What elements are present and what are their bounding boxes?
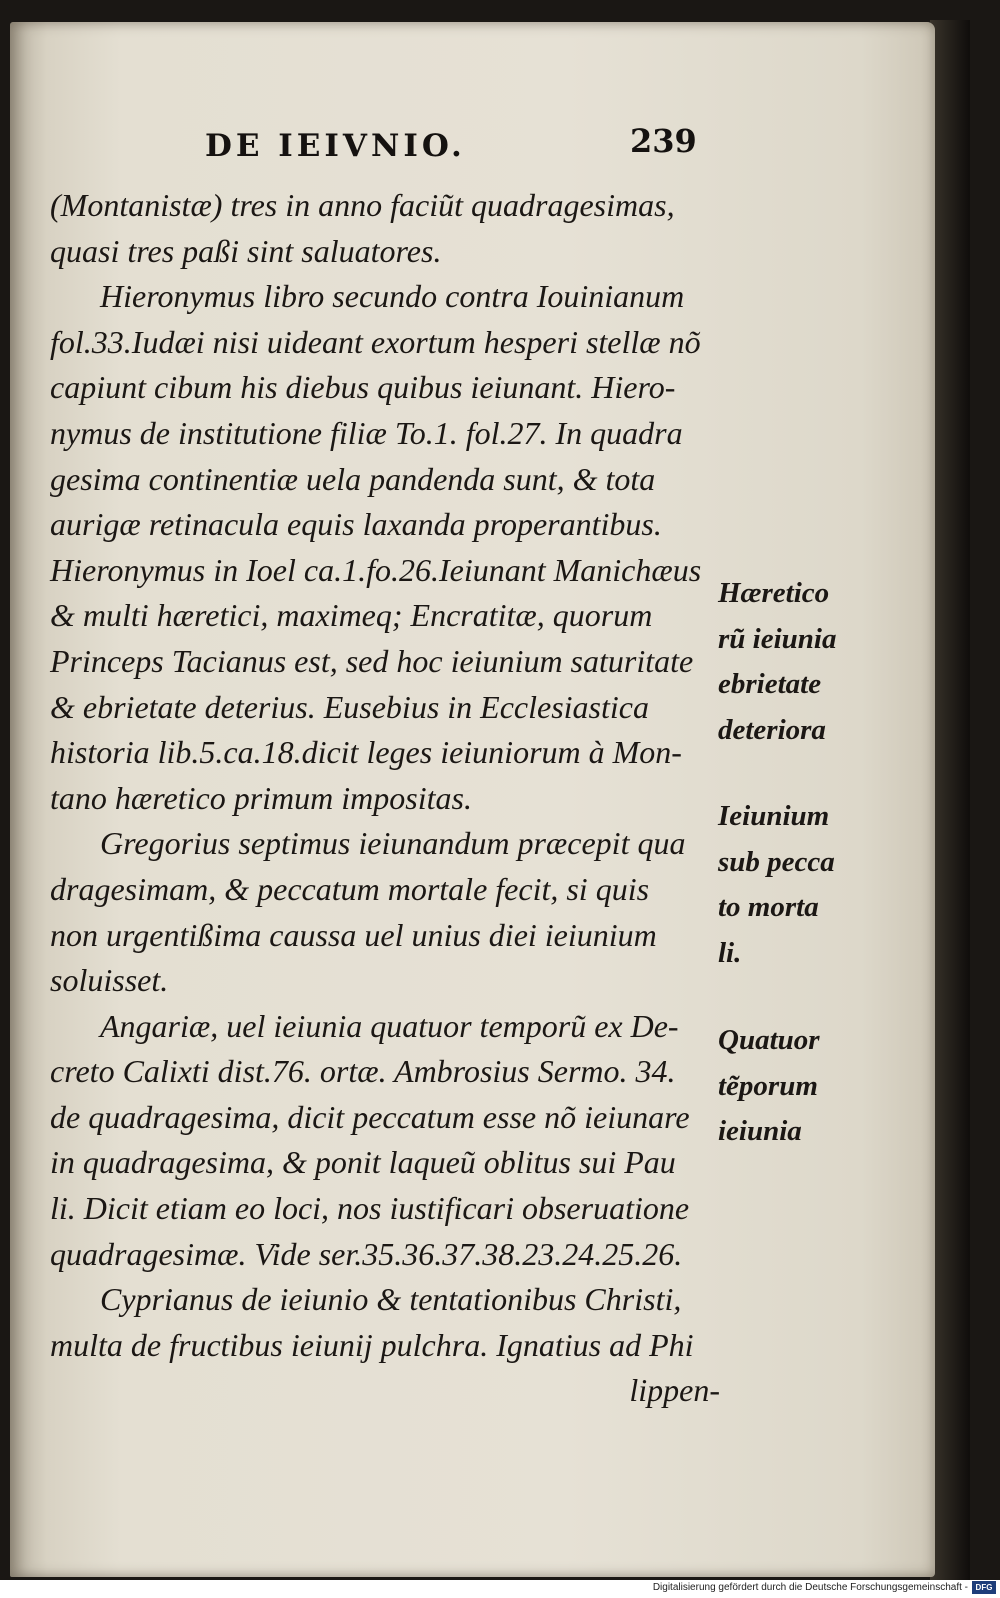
margin-note-ember-days xyxy=(718,1018,820,1155)
page-number: 239 xyxy=(630,122,697,160)
text-line: nymus de institutione filiæ To.1. fol.27. In quadra xyxy=(50,414,683,451)
text-line: Cyprianus de ieiunio & tentationibus Christi, xyxy=(100,1281,682,1318)
text-line: gesima continentiæ uela pandenda sunt, & tota xyxy=(50,460,656,497)
margin-note-line: sub pecca xyxy=(718,845,835,878)
text-line: aurigæ retinacula equis laxanda properantibus. xyxy=(50,506,662,543)
text-line: creto Calixti dist.76. ortæ. Ambrosius Sermo. 34. xyxy=(50,1053,676,1090)
text-line: lippen- xyxy=(629,1372,720,1409)
text-line: soluisset. xyxy=(50,962,169,999)
text-line: dragesimam, & peccatum mortale fecit, si quis xyxy=(50,870,650,907)
text-line: & ebrietate deterius. Eusebius in Ecclesiastica xyxy=(50,688,649,725)
margin-note-line: ebrietate xyxy=(718,668,822,701)
margin-note-line: li. xyxy=(718,936,742,969)
page-edge-shadow xyxy=(930,20,970,1580)
text-line: capiunt cibum his diebus quibus ieiunant. Hiero- xyxy=(50,369,676,406)
margin-note-line: Ieiunium xyxy=(718,800,830,832)
text-line: Princeps Tacianus est, sed hoc ieiunium saturitate xyxy=(50,642,694,679)
text-line: Hieronymus in Ioel ca.1.fo.26.Ieiunant Manichæus xyxy=(50,551,702,588)
text-line: non urgentißima caussa uel unius diei ieiunium xyxy=(50,916,657,953)
text-line: Angariæ, uel ieiunia quatuor temporũ ex De- xyxy=(100,1007,679,1044)
margin-note-line: deteriora xyxy=(718,713,826,746)
margin-note-line: Quatuor xyxy=(718,1024,820,1056)
margin-note-line: ieiunia xyxy=(718,1115,802,1148)
text-line: fol.33.Iudæi nisi uideant exortum hesperi stellæ nõ xyxy=(50,323,701,360)
text-line: quasi tres paßi sint saluatores. xyxy=(50,232,442,269)
margin-note-fasting-sin xyxy=(718,794,835,976)
funding-credit: Digitalisierung gefördert durch die Deutsche Forschungsgemeinschaft - xyxy=(652,1582,968,1593)
margin-note-heretics xyxy=(718,571,836,753)
margin-note-line: Hæretico xyxy=(718,577,830,609)
running-head: DE IEIVNIO. xyxy=(205,128,466,164)
text-line: (Montanistæ) tres in anno faciũt quadragesimas, xyxy=(50,187,675,223)
text-line: & multi hæretici, maximeq; Encratitæ, quorum xyxy=(50,597,653,634)
text-line: multa de fructibus ieiunij pulchra. Ignatius ad Phi xyxy=(50,1326,694,1363)
text-line: historia lib.5.ca.18.dicit leges ieiuniorum à Mon- xyxy=(50,734,682,771)
text-line: quadragesimæ. Vide ser.35.36.37.38.23.24.25.26. xyxy=(50,1235,683,1272)
text-line: tano hæretico primum impositas. xyxy=(50,779,472,816)
text-line: Gregorius septimus ieiunandum præcepit qua xyxy=(100,825,686,862)
text-line: Hieronymus libro secundo contra Iouinianum xyxy=(100,278,685,315)
margin-note-line: rũ ieiunia xyxy=(718,622,837,655)
text-line: li. Dicit etiam eo loci, nos iustificari obseruatione xyxy=(50,1190,690,1227)
text-line: de quadragesima, dicit peccatum esse nõ ieiunare xyxy=(50,1098,690,1135)
body-text xyxy=(50,183,730,1414)
dfg-logo: DFG xyxy=(972,1581,996,1594)
text-line: in quadragesima, & ponit laqueũ oblitus sui Pau xyxy=(50,1144,676,1181)
margin-note-line: to morta xyxy=(718,891,819,924)
margin-note-line: tẽporum xyxy=(718,1069,818,1102)
